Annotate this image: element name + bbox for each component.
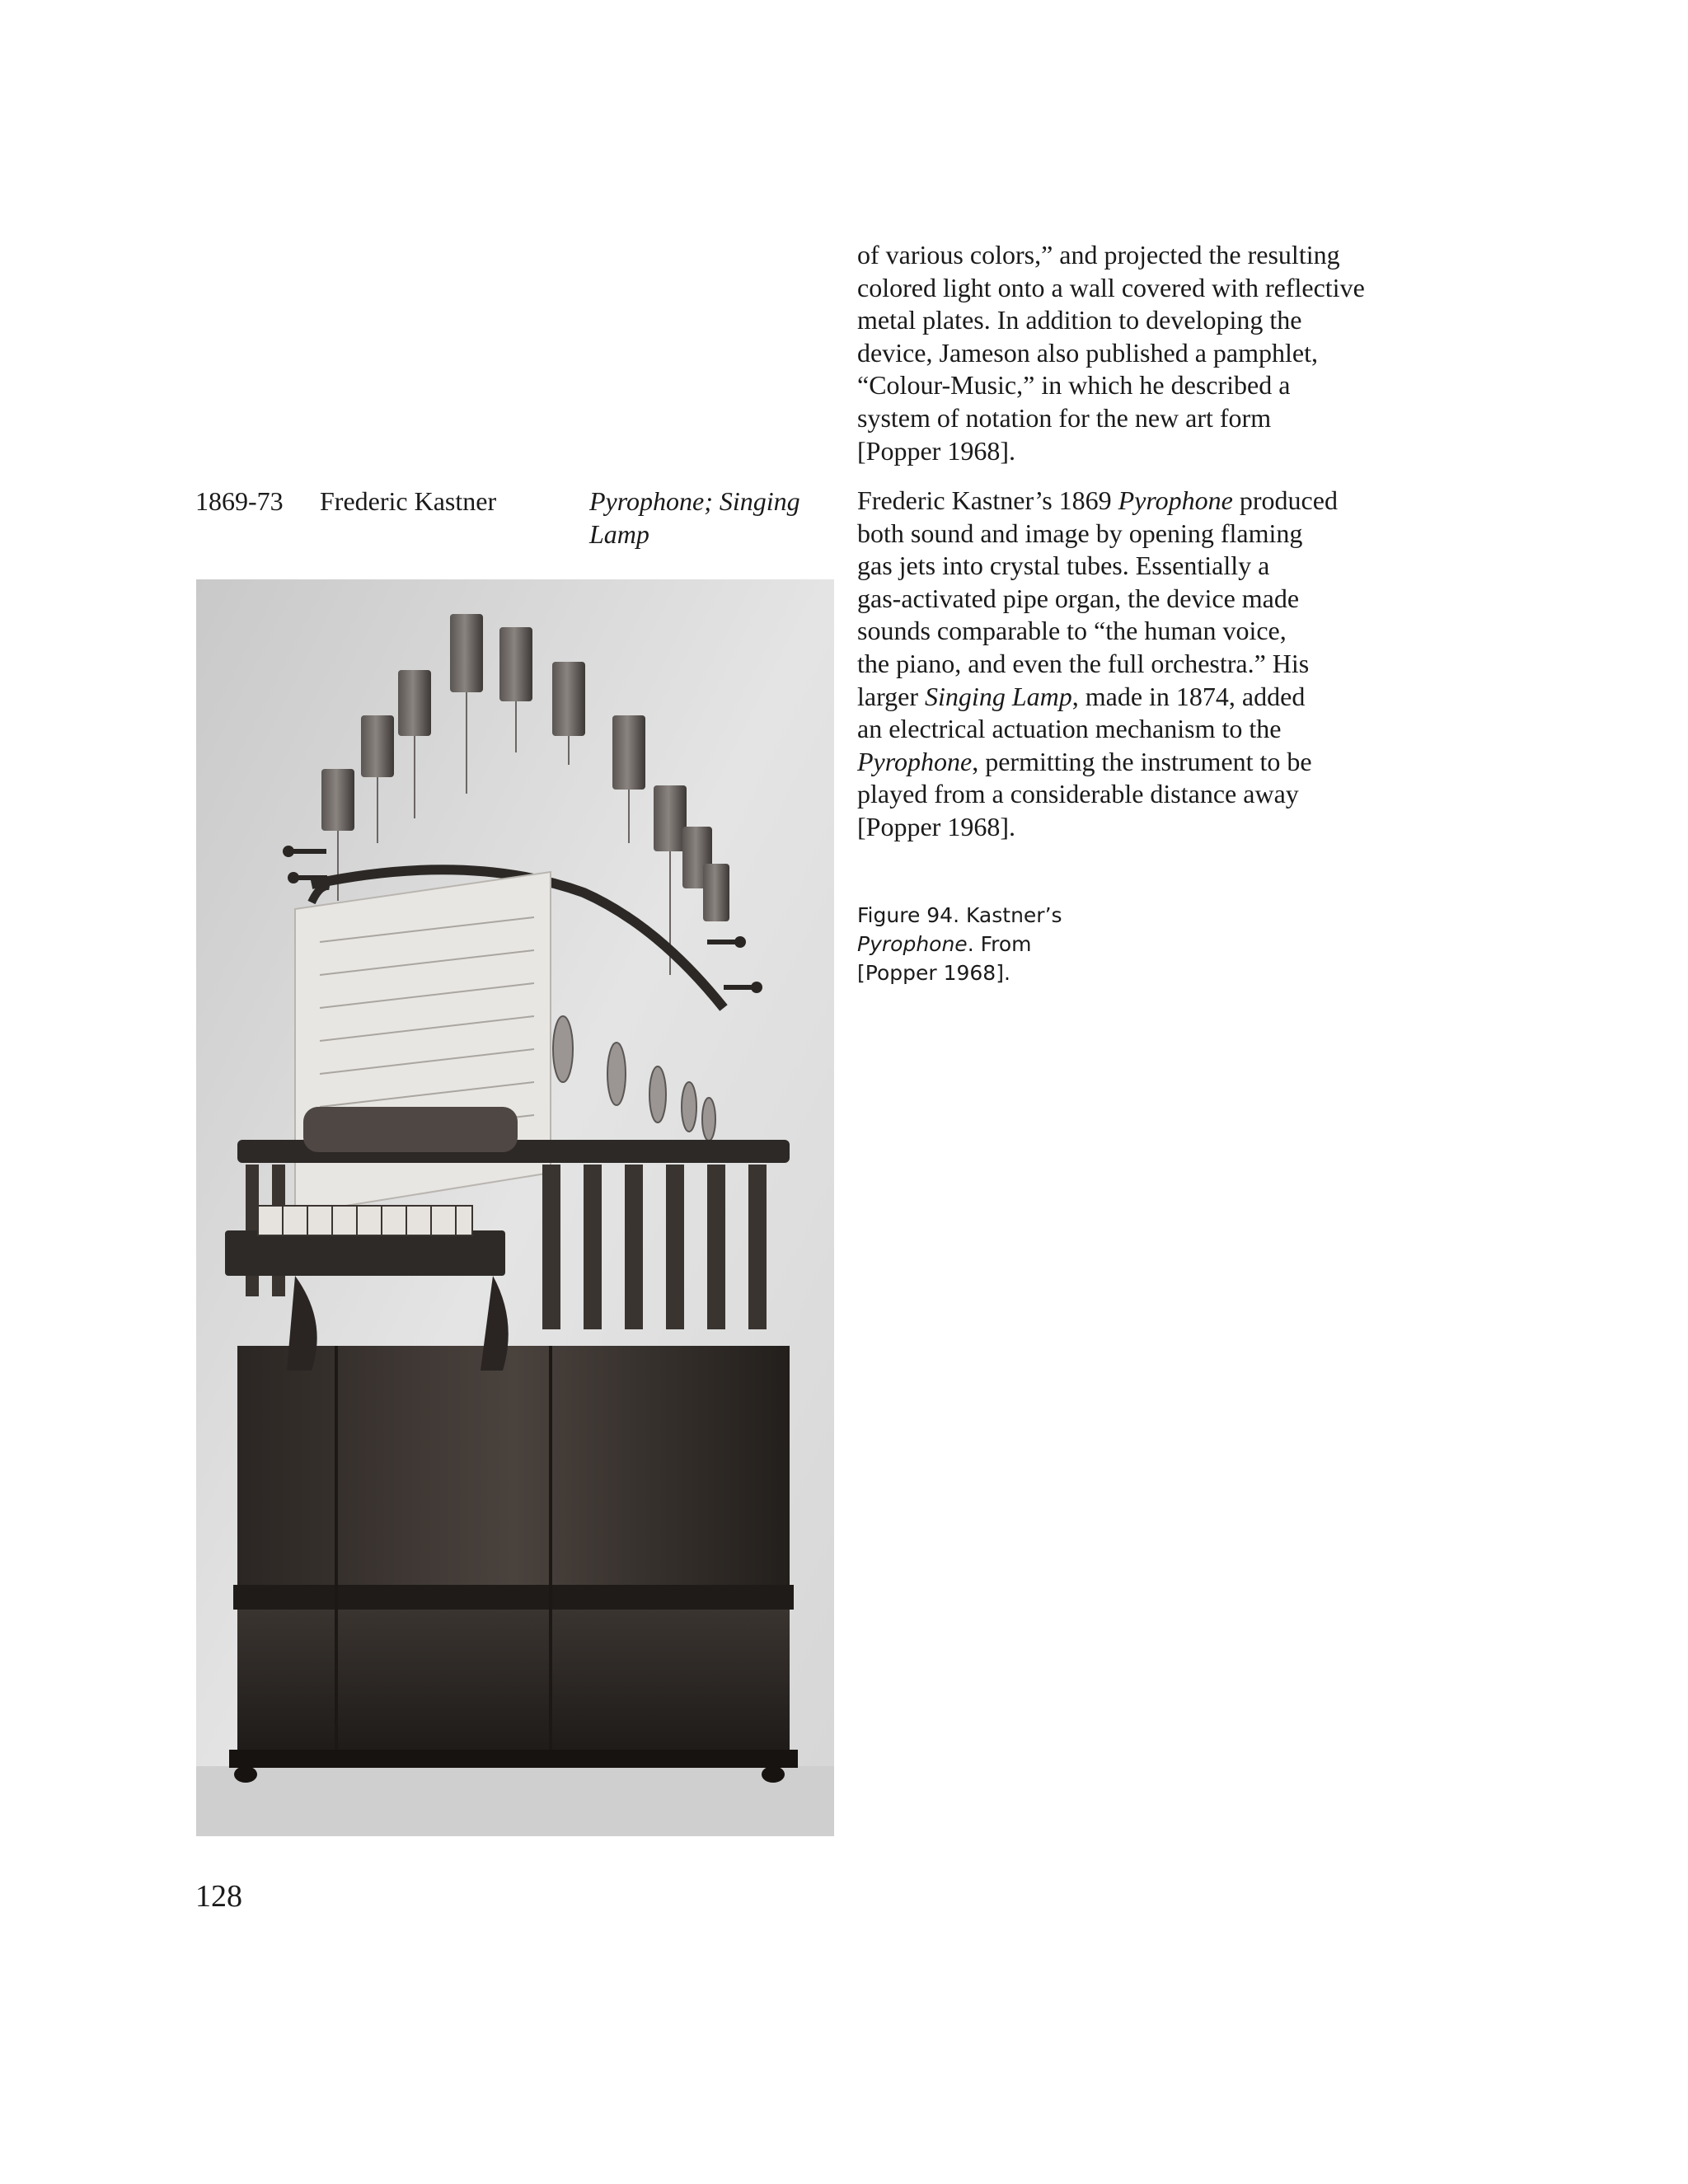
caption-line: [Popper 1968]. xyxy=(857,961,1010,985)
text-line: “Colour-Music,” in which he described a xyxy=(857,370,1291,401)
wooden-cabinet xyxy=(229,1276,798,1783)
caption-segment: . From xyxy=(967,932,1032,956)
title-line: Lamp xyxy=(589,519,649,549)
text-line: [Popper 1968]. xyxy=(857,811,1015,841)
entry-inventor-name: Frederic Kastner xyxy=(320,486,497,516)
title-line: Pyrophone; Singing xyxy=(589,486,800,516)
entry-description xyxy=(857,485,1418,844)
text-line: [Popper 1968]. xyxy=(857,435,1015,466)
keyboard xyxy=(225,1206,505,1276)
entry-instrument-title xyxy=(589,485,837,551)
previous-entry-paragraph xyxy=(857,239,1418,467)
text-line: metal plates. In addition to developing the xyxy=(857,305,1302,335)
text-line: system of notation for the new art form xyxy=(857,402,1272,433)
entry-year: 1869-73 xyxy=(195,486,284,516)
page-number: 128 xyxy=(195,1879,242,1914)
text-line: colored light onto a wall covered with reflective xyxy=(857,272,1365,302)
text-segment: , permitting the instrument to be xyxy=(972,746,1312,776)
text-line: both sound and image by opening flaming xyxy=(857,518,1303,548)
pyrophone-photograph xyxy=(196,579,834,1836)
text-segment: larger xyxy=(857,681,926,711)
text-segment: , made in 1874, added xyxy=(1071,681,1306,711)
figure-caption xyxy=(857,901,1121,987)
text-line: of various colors,” and projected the resulting xyxy=(857,240,1340,269)
text-line: the piano, and even the full orchestra.” His xyxy=(857,648,1310,678)
text-line: gas-activated pipe organ, the device made xyxy=(857,583,1300,613)
text-segment: Frederic Kastner’s 1869 xyxy=(857,485,1118,515)
italic-term: Pyrophone xyxy=(857,932,968,956)
caption-line: Figure 94. Kastner’s xyxy=(857,903,1062,927)
text-segment: produced xyxy=(1232,485,1338,515)
italic-term: Pyrophone xyxy=(1118,485,1233,515)
italic-term: Pyrophone xyxy=(857,746,973,776)
text-line: an electrical actuation mechanism to the xyxy=(857,714,1282,744)
text-line: sounds comparable to “the human voice, xyxy=(857,616,1287,646)
italic-term: Singing Lamp xyxy=(925,681,1072,711)
text-line: played from a considerable distance away xyxy=(857,779,1299,809)
text-line: gas jets into crystal tubes. Essentially a xyxy=(857,551,1270,581)
text-line: device, Jameson also published a pamphlet, xyxy=(857,337,1318,368)
